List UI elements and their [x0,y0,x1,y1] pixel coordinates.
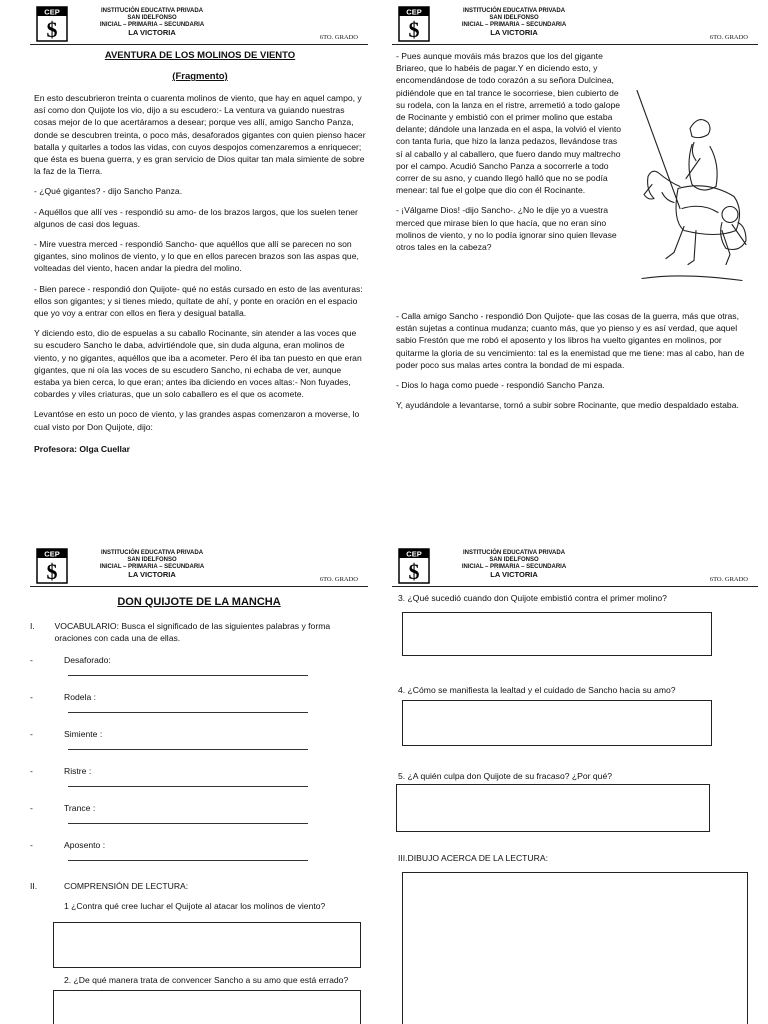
drawing-section-heading: III.DIBUJO ACERCA DE LA LECTURA: [398,853,548,863]
header-divider [392,44,758,45]
vocab-item: - Simiente : [30,728,364,765]
grade-label: 6TO. GRADO [319,34,358,41]
grade-label: 6TO. GRADO [319,576,358,583]
worksheet-title: DON QUIJOTE DE LA MANCHA [117,596,281,608]
paragraph: - Pues aunque mováis más brazos que los del gigante Briareo, que lo habéis de pagar.Y en diciendo esto, y encomendándose de todo corazón a su señora Dulcinea, pidiéndole que en tal trance le socorriese, bien cubierto de su rodela, con la lanza en el ristre, arremetió a todo galope de Rocinante y embistió con el primer molino que estaba delante; dándole una lanzada en el aspa, la volvió el viento con tanta furia, que hizo la lanza pedazos, llevándose tras sí al caballo y al caballero, que fuero dando muy maltrecho por el campo. Acudió Sancho Panza a socorrerle a todo correr de su asno, y cuando llegó halló que no se podía menear: tal fue el golpe que dio con él Rocinante. [396,51,622,196]
answer-box-3[interactable] [402,612,712,656]
paragraph: - ¡Válgame Dios! -dijo Sancho-. ¿No le dije yo a vuestra merced que mirase bien lo que hacía, que no eran sino molinos de viento, y no lo podía ignorar sino quien llevase otros tales en la cabeza? [396,205,617,253]
vocab-item: - Desaforado: [30,654,364,691]
paragraph: - Bien parece - respondió don Quijote- qué no estás cursado en esto de las aventuras: ellos son gigantes; y si tienes miedo, quítate de ahí, y ponte en oración en el espacio que yo voy a entrar con ellos en fiera y desigual batalla. [34,283,363,319]
answer-line[interactable] [68,822,308,824]
vocab-item: - Aposento : [30,839,364,876]
section-number: II. [30,881,38,891]
vocab-item: - Trance : [30,802,364,839]
school-logo-icon [398,6,430,42]
svg-text:$: $ [46,17,58,42]
page-2 [392,4,758,524]
comprehension-section [30,880,364,912]
question-2: 2. ¿De qué manera trata de convencer Sancho a su amo que está errado? [64,975,349,985]
header-divider [30,586,368,587]
school-logo-icon [398,548,430,584]
svg-text:CEP: CEP [44,549,60,559]
svg-text:$: $ [408,559,420,584]
school-header [30,4,368,44]
institution-name: INSTITUCIÓN EDUCATIVA PRIVADA SAN IDELFONSO INICIAL – PRIMARIA – SECUNDARIA LA VICTORIA [99,8,205,37]
teacher-name: Profesora: Olga Cuellar [34,443,130,454]
answer-line[interactable] [68,748,308,750]
vocab-item: - Ristre : [30,765,364,802]
answer-line[interactable] [68,674,308,676]
answer-line[interactable] [68,859,308,861]
page-3 [30,546,368,1024]
question-3: 3. ¿Qué sucedió cuando don Quijote embistió contra el primer molino? [398,593,667,603]
svg-text:$: $ [408,17,420,42]
paragraph: - Dios lo haga como puede - respondió Sancho Panza. [396,380,605,391]
svg-text:CEP: CEP [406,549,422,559]
paragraph: - Aquéllos que allí ves - respondió su amo- de los brazos largos, que los suelen tener algunos de casi dos leguas. [34,206,358,229]
section-heading: COMPRENSIÓN DE LECTURA: [64,881,189,891]
school-header [392,4,758,44]
institution-name: INSTITUCIÓN EDUCATIVA PRIVADA SAN IDELFONSO INICIAL – PRIMARIA – SECUNDARIA LA VICTORIA [461,8,567,37]
drawing-box[interactable] [402,872,748,1024]
grade-label: 6TO. GRADO [709,576,748,583]
answer-box-5[interactable] [396,784,710,832]
paragraph: Y diciendo esto, dio de espuelas a su caballo Rocinante, sin atender a las voces que su escudero Sancho le daba, advirtiéndole que, sin duda alguna, eran molinos de viento, y no gigantes, aquéllos que iba a acometer. Pero él iba tan puesto en que eran gigantes, que ni oía las voces de su escudero Sancho, ni echaba de ver, aunque estaba ya bien cerca, lo que eran; antes iba diciendo en voces altas:- Non fuyades, cobardes y viles criaturas, que un solo caballero es el que os acomete. [34,328,362,400]
school-header [30,546,368,586]
page-title: AVENTURA DE LOS MOLINOS DE VIENTO [104,50,296,61]
reading-text-continued [396,50,752,419]
vocabulary-section [30,620,364,644]
answer-box-4[interactable] [402,700,712,746]
paragraph: En esto descubrieron treinta o cuarenta molinos de viento, que hay en aquel campo, y así como don Quijote los vio, dijo a su escudero:- La ventura va guiando nuestras cosas mejor de lo que acertáramos a desear; porque ves allí, amigo Sancho Panza, donde se descubren treinta, o poco más, desaforados gigantes con quien pienso hacer batalla y quitarles a todos las vidas, con cuyos despojos comenzaremos a enriquecer; que ésta es buena guerra, y es gran servicio de Dios quitar tan mala simiente de sobre la faz de la Tierra. [34,93,366,177]
reading-text [34,50,366,463]
paragraph-block [396,50,752,253]
vocab-list [30,654,364,876]
school-header [392,546,758,586]
header-divider [30,44,368,45]
school-logo-icon [36,6,68,42]
page-1 [30,4,368,524]
svg-text:$: $ [46,559,58,584]
section-number: I. [30,621,35,631]
paragraph: Y, ayudándole a levantarse, tornó a subir sobre Rocinante, que medio despaldado estaba. [396,400,739,411]
paragraph: - Calla amigo Sancho - respondió Don Quijote- que las cosas de la guerra, más que otras, están sujetas a continua mudanza; cuanto más, que yo pienso y es así verdad, que aquel sabio Frestón que me robó el aposento y los libros ha vuelto gigantes en molinos, por quitarme la gloria de su vencimiento: tal es la enemistad que me tiene: mas al cabo, han de poder poco sus malas artes contra la bondad de mi espada. [396,311,745,370]
paragraph: Levantóse en esto un poco de viento, y las grandes aspas comenzaron a moverse, lo cual visto por Don Quijote, dijo: [34,409,360,432]
paragraph: - Mire vuestra merced - respondió Sancho- que aquéllos que allí se parecen no son gigantes, sino molinos de viento, y lo que en ellos parecen brazos son las aspas que, volteadas del viento, hacen andar la piedra del molino. [34,239,359,274]
paragraph: - ¿Qué gigantes? - dijo Sancho Panza. [34,186,183,197]
answer-box-2[interactable] [53,990,361,1024]
question-4: 4. ¿Cómo se manifiesta la lealtad y el cuidado de Sancho hacia su amo? [398,685,676,695]
answer-box-1[interactable] [53,922,361,968]
institution-name: INSTITUCIÓN EDUCATIVA PRIVADA SAN IDELFONSO INICIAL – PRIMARIA – SECUNDARIA LA VICTORIA [461,550,567,579]
grade-label: 6TO. GRADO [709,34,748,41]
answer-line[interactable] [68,711,308,713]
page-subtitle: (Fragmento) [172,71,228,82]
svg-text:CEP: CEP [406,7,422,17]
institution-name: INSTITUCIÓN EDUCATIVA PRIVADA SAN IDELFONSO INICIAL – PRIMARIA – SECUNDARIA LA VICTORIA [99,550,205,579]
school-logo-icon [36,548,68,584]
page-4 [392,546,758,1024]
svg-text:CEP: CEP [44,7,60,17]
question-5: 5. ¿A quién culpa don Quijote de su fracaso? ¿Por qué? [398,771,613,781]
vocab-item: - Rodela : [30,691,364,728]
header-divider [392,586,758,587]
answer-line[interactable] [68,785,308,787]
question-1: 1 ¿Contra qué cree luchar el Quijote al atacar los molinos de viento? [64,901,326,912]
section-instructions: VOCABULARIO: Busca el significado de las siguientes palabras y forma oraciones con cada una de ellas. [54,621,331,644]
